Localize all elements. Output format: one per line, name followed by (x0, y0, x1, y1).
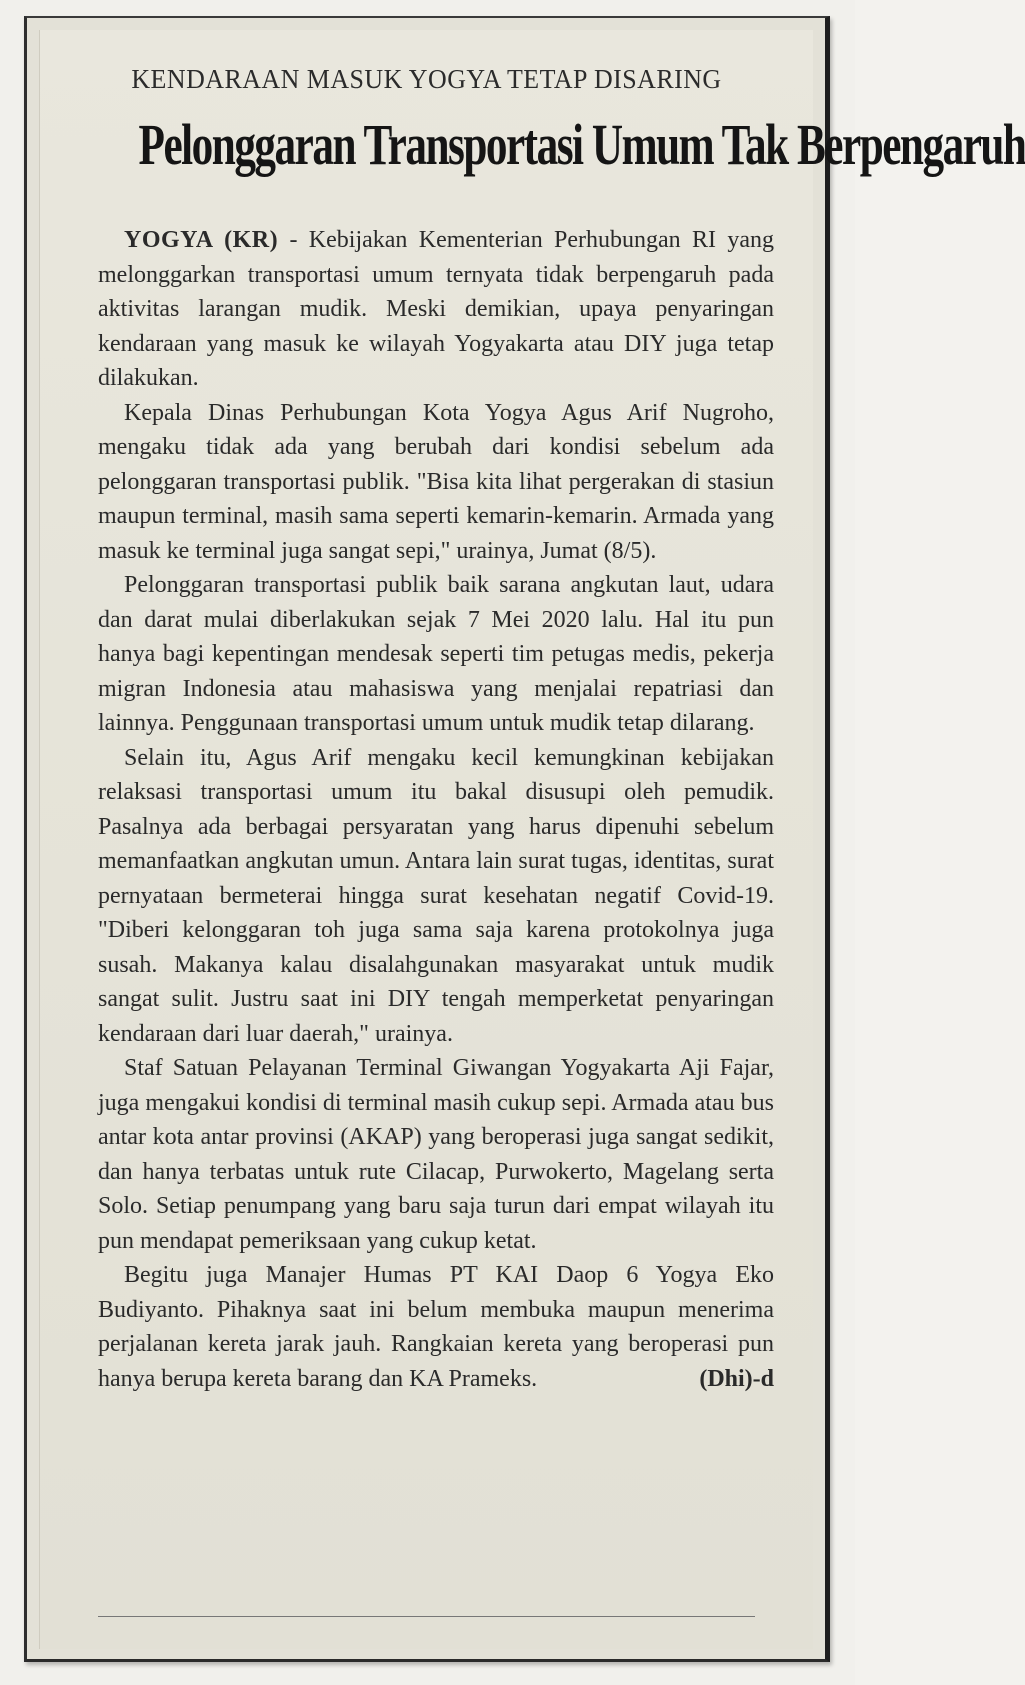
newspaper-clipping (24, 16, 1025, 1662)
article-kicker: KENDARAAN MASUK YOGYA TETAP DISARING (131, 64, 722, 94)
article-paragraph-2: Kepala Dinas Perhubungan Kota Yogya Agus Arif Nugroho, mengaku tidak ada yang berubah dari kondisi sebelum ada pelonggaran transportasi publik. "Bisa kita lihat pergerakan di stasiun maupun terminal, masih sama seperti kemarin-kemarin. Armada yang masuk ke terminal juga sangat sepi," urainya, Jumat (8/5). (98, 399, 774, 564)
article-author-code: (Dhi)-d (699, 1365, 774, 1392)
article-headline: Pelonggaran Transportasi Umum Tak Berpengaruh (138, 112, 1025, 177)
article-paragraph-1 (98, 223, 774, 396)
article-paragraph-5: Staf Satuan Pelayanan Terminal Giwangan Yogyakarta Aji Fajar, juga mengakui kondisi di terminal masih cukup sepi. Armada atau bus antar kota antar provinsi (AKAP) yang beroperasi juga sangat sedikit, dan hanya terbatas untuk rute Cilacap, Purwokerto, Magelang serta Solo. Setiap penumpang yang baru saja turun dari empat wilayah itu pun mendapat pemeriksaan yang cukup ketat. (98, 1055, 774, 1254)
article-paragraph-1-text: - Kebijakan Kementerian Perhubungan RI yang melonggarkan transportasi umum ternyata tidak berpengaruh pada aktivitas larangan mudik. Meski demikian, upaya penyaringan kendaraan yang masuk ke wilayah Yogyakarta atau DIY juga tetap dilakukan. (98, 227, 774, 391)
article-paragraph-4: Selain itu, Agus Arif mengaku kecil kemungkinan kebijakan relaksasi transportasi umum itu bakal disusupi oleh pemudik. Pasalnya ada berbagai persyaratan yang harus dipenuhi sebelum memanfaatkan angkutan umun. Antara lain surat tugas, identitas, surat pernyataan bermeterai hingga surat kesehatan negatif Covid-19. "Diberi kelonggaran toh juga sama saja karena protokolnya juga susah. Makanya kalau disalahgunakan masyarakat untuk mudik sangat sulit. Justru saat ini DIY tengah memperketat penyaringan kendaraan dari luar daerah," urainya. (98, 744, 774, 1047)
article-dateline: YOGYA (KR) (124, 227, 279, 253)
bottom-divider (98, 1616, 755, 1617)
article-body (98, 223, 774, 1396)
article-paragraph-3: Pelonggaran transportasi publik baik sarana angkutan laut, udara dan darat mulai diberlakukan sejak 7 Mei 2020 lalu. Hal itu pun hanya bagi kepentingan mendesak seperti tim petugas medis, pekerja migran Indonesia atau mahasiswa yang menjalai repatriasi dan lainnya. Penggunaan transportasi umum untuk mudik tetap dilarang. (98, 572, 774, 736)
paper-sheet (39, 30, 1025, 1649)
article-paragraph-6: Begitu juga Manajer Humas PT KAI Daop 6 Yogya Eko Budiyanto. Pihaknya saat ini belum membuka maupun menerima perjalanan kereta jarak jauh. Rangkaian kereta yang beroperasi pun hanya berupa kereta barang dan KA Prameks. (98, 1262, 774, 1392)
